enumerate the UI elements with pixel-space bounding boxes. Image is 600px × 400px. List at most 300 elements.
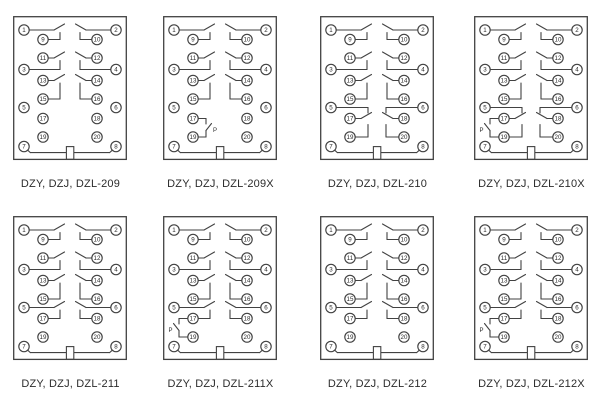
terminal-15 <box>499 294 509 304</box>
terminal-5 <box>480 302 490 312</box>
terminal-18 <box>553 313 563 323</box>
terminal-9 <box>345 234 355 244</box>
svg-text:1: 1 <box>329 27 333 35</box>
svg-text:12: 12 <box>93 55 101 63</box>
svg-text:16: 16 <box>554 96 562 104</box>
module-label: DZY, DZJ, DZL-210X <box>478 178 585 190</box>
svg-text:20: 20 <box>93 134 101 142</box>
terminal-7 <box>169 141 179 151</box>
mounting-tab <box>216 347 223 360</box>
p-contact-label: P <box>168 328 173 334</box>
module-label: DZY, DZJ, DZL-209X <box>167 178 274 190</box>
terminal-17 <box>188 313 198 323</box>
svg-text:14: 14 <box>400 277 408 285</box>
svg-text:17: 17 <box>39 315 47 323</box>
terminal-2 <box>111 225 121 235</box>
terminal-14 <box>92 275 102 285</box>
terminal-16 <box>553 94 563 104</box>
svg-text:6: 6 <box>421 304 425 312</box>
svg-text:8: 8 <box>264 343 268 351</box>
terminal-11 <box>38 53 48 63</box>
wiring-diagram <box>163 216 278 361</box>
svg-text:4: 4 <box>575 66 579 74</box>
svg-text:8: 8 <box>575 343 579 351</box>
terminal-16 <box>92 94 102 104</box>
terminal-18 <box>399 113 409 123</box>
case-outline <box>14 17 127 160</box>
module-label: DZY, DZJ, DZL-210 <box>327 178 428 190</box>
svg-text:9: 9 <box>502 36 506 44</box>
svg-text:10: 10 <box>243 36 251 44</box>
svg-text:13: 13 <box>39 277 47 285</box>
terminals <box>480 25 582 152</box>
terminal-4 <box>572 64 582 74</box>
terminal-17 <box>499 313 509 323</box>
terminals <box>169 225 271 352</box>
svg-text:3: 3 <box>329 66 333 74</box>
svg-text:12: 12 <box>243 55 251 63</box>
terminal-20 <box>92 132 102 142</box>
svg-text:5: 5 <box>483 304 487 312</box>
terminals <box>480 225 582 352</box>
svg-text:19: 19 <box>346 134 354 142</box>
terminal-3 <box>19 264 29 274</box>
terminal-13 <box>38 275 48 285</box>
wiring-diagram <box>474 216 589 361</box>
svg-text:19: 19 <box>39 334 47 342</box>
terminal-7 <box>480 341 490 351</box>
svg-text:5: 5 <box>22 104 26 112</box>
terminal-14 <box>553 275 563 285</box>
terminal-17 <box>345 113 355 123</box>
terminal-13 <box>499 75 509 85</box>
svg-text:14: 14 <box>554 277 562 285</box>
svg-text:8: 8 <box>421 343 425 351</box>
svg-text:3: 3 <box>22 266 26 274</box>
svg-text:9: 9 <box>191 36 195 44</box>
terminal-3 <box>326 64 336 74</box>
terminal-19 <box>499 132 509 142</box>
terminal-1 <box>326 225 336 235</box>
terminal-17 <box>38 113 48 123</box>
terminal-19 <box>38 132 48 142</box>
terminal-11 <box>499 253 509 263</box>
relay-module-dzl-209 <box>13 16 128 190</box>
terminal-9 <box>345 34 355 44</box>
svg-text:12: 12 <box>243 255 251 263</box>
terminal-19 <box>38 332 48 342</box>
wiring-diagram <box>13 216 128 361</box>
svg-text:2: 2 <box>575 27 579 35</box>
svg-text:16: 16 <box>243 296 251 304</box>
terminal-16 <box>242 294 252 304</box>
terminal-11 <box>188 253 198 263</box>
svg-text:7: 7 <box>172 143 176 151</box>
terminal-18 <box>92 313 102 323</box>
svg-text:11: 11 <box>500 55 508 63</box>
terminal-6 <box>572 302 582 312</box>
terminal-10 <box>92 34 102 44</box>
svg-text:3: 3 <box>172 66 176 74</box>
svg-text:3: 3 <box>172 266 176 274</box>
svg-text:7: 7 <box>483 143 487 151</box>
terminal-16 <box>242 94 252 104</box>
svg-text:7: 7 <box>483 343 487 351</box>
svg-text:6: 6 <box>421 104 425 112</box>
svg-text:20: 20 <box>400 334 408 342</box>
terminal-10 <box>399 234 409 244</box>
terminal-3 <box>480 64 490 74</box>
terminal-20 <box>553 332 563 342</box>
relay-module-dzl-211 <box>13 216 128 390</box>
svg-text:18: 18 <box>554 315 562 323</box>
svg-text:5: 5 <box>329 304 333 312</box>
svg-text:3: 3 <box>483 66 487 74</box>
svg-text:11: 11 <box>189 255 197 263</box>
svg-text:15: 15 <box>189 296 197 304</box>
terminal-5 <box>169 102 179 112</box>
terminal-9 <box>188 34 198 44</box>
svg-text:1: 1 <box>483 27 487 35</box>
svg-text:15: 15 <box>500 96 508 104</box>
terminal-19 <box>188 132 198 142</box>
svg-text:17: 17 <box>346 315 354 323</box>
svg-text:8: 8 <box>575 143 579 151</box>
terminals <box>326 25 428 152</box>
svg-text:3: 3 <box>22 66 26 74</box>
svg-text:20: 20 <box>400 134 408 142</box>
svg-text:19: 19 <box>346 334 354 342</box>
case-outline <box>164 217 277 360</box>
terminal-16 <box>399 294 409 304</box>
svg-text:18: 18 <box>400 315 408 323</box>
terminal-15 <box>188 294 198 304</box>
terminal-12 <box>399 53 409 63</box>
svg-text:17: 17 <box>500 315 508 323</box>
p-contact-label: P <box>213 128 218 134</box>
terminal-18 <box>242 313 252 323</box>
svg-text:8: 8 <box>421 143 425 151</box>
svg-text:18: 18 <box>93 315 101 323</box>
svg-text:6: 6 <box>114 304 118 312</box>
module-label: DZY, DZJ, DZL-211 <box>21 378 120 390</box>
terminal-5 <box>19 102 29 112</box>
svg-text:11: 11 <box>39 255 47 263</box>
svg-text:17: 17 <box>189 315 197 323</box>
terminal-1 <box>19 25 29 35</box>
terminal-9 <box>499 34 509 44</box>
svg-text:9: 9 <box>41 236 45 244</box>
terminal-10 <box>242 34 252 44</box>
svg-text:12: 12 <box>554 255 562 263</box>
relay-module-dzl-210x <box>474 16 589 190</box>
svg-text:7: 7 <box>22 343 26 351</box>
svg-text:16: 16 <box>400 96 408 104</box>
svg-text:16: 16 <box>93 296 101 304</box>
svg-text:13: 13 <box>500 77 508 85</box>
terminal-13 <box>345 75 355 85</box>
terminal-2 <box>418 25 428 35</box>
terminal-4 <box>572 264 582 274</box>
svg-text:16: 16 <box>243 96 251 104</box>
case-outline <box>475 17 588 160</box>
svg-text:5: 5 <box>172 304 176 312</box>
svg-text:9: 9 <box>41 36 45 44</box>
terminal-14 <box>553 75 563 85</box>
terminal-9 <box>38 34 48 44</box>
wiring-diagram <box>320 216 435 361</box>
mounting-tab <box>66 147 73 160</box>
svg-text:12: 12 <box>400 255 408 263</box>
terminal-16 <box>399 94 409 104</box>
svg-text:1: 1 <box>172 227 176 235</box>
terminal-18 <box>92 113 102 123</box>
svg-text:15: 15 <box>346 296 354 304</box>
terminal-6 <box>418 102 428 112</box>
terminal-14 <box>399 75 409 85</box>
svg-text:5: 5 <box>329 104 333 112</box>
terminal-13 <box>38 75 48 85</box>
terminal-5 <box>480 102 490 112</box>
relay-module-dzl-212x <box>474 216 589 390</box>
terminal-6 <box>111 302 121 312</box>
svg-text:11: 11 <box>346 55 354 63</box>
svg-text:20: 20 <box>243 134 251 142</box>
svg-text:10: 10 <box>400 36 408 44</box>
terminal-4 <box>111 264 121 274</box>
terminal-7 <box>480 141 490 151</box>
terminal-4 <box>418 64 428 74</box>
terminal-17 <box>188 113 198 123</box>
svg-text:9: 9 <box>502 236 506 244</box>
svg-text:2: 2 <box>421 27 425 35</box>
terminal-19 <box>345 132 355 142</box>
terminals <box>19 225 121 352</box>
terminal-10 <box>92 234 102 244</box>
terminal-7 <box>326 141 336 151</box>
svg-text:2: 2 <box>575 227 579 235</box>
mounting-tab <box>373 347 380 360</box>
terminal-1 <box>326 25 336 35</box>
svg-text:20: 20 <box>93 334 101 342</box>
mounting-tab <box>373 147 380 160</box>
terminal-17 <box>38 313 48 323</box>
svg-text:7: 7 <box>329 343 333 351</box>
svg-text:19: 19 <box>189 334 197 342</box>
svg-text:14: 14 <box>243 277 251 285</box>
svg-text:4: 4 <box>264 266 268 274</box>
svg-text:4: 4 <box>421 66 425 74</box>
svg-text:17: 17 <box>346 115 354 123</box>
svg-text:2: 2 <box>421 227 425 235</box>
svg-text:17: 17 <box>500 115 508 123</box>
terminal-8 <box>418 141 428 151</box>
terminal-10 <box>553 234 563 244</box>
terminal-12 <box>92 253 102 263</box>
terminal-5 <box>326 302 336 312</box>
terminal-7 <box>19 341 29 351</box>
svg-text:4: 4 <box>421 266 425 274</box>
svg-text:11: 11 <box>500 255 508 263</box>
terminal-12 <box>242 253 252 263</box>
svg-text:18: 18 <box>93 115 101 123</box>
relay-module-dzl-210 <box>320 16 435 190</box>
module-label: DZY, DZJ, DZL-209 <box>20 178 121 190</box>
svg-text:7: 7 <box>329 143 333 151</box>
terminal-15 <box>38 94 48 104</box>
svg-text:4: 4 <box>114 266 118 274</box>
terminal-8 <box>261 341 271 351</box>
svg-text:15: 15 <box>346 96 354 104</box>
terminals <box>326 225 428 352</box>
mounting-tab <box>527 147 534 160</box>
svg-text:14: 14 <box>554 77 562 85</box>
terminal-3 <box>480 264 490 274</box>
svg-text:19: 19 <box>189 134 197 142</box>
terminal-12 <box>553 253 563 263</box>
terminal-16 <box>92 294 102 304</box>
terminal-2 <box>261 225 271 235</box>
svg-text:2: 2 <box>114 227 118 235</box>
terminal-19 <box>188 332 198 342</box>
terminal-11 <box>345 253 355 263</box>
terminal-15 <box>345 294 355 304</box>
terminal-6 <box>572 102 582 112</box>
terminal-10 <box>242 234 252 244</box>
svg-text:20: 20 <box>243 334 251 342</box>
terminal-15 <box>345 94 355 104</box>
terminal-1 <box>169 225 179 235</box>
terminal-15 <box>499 94 509 104</box>
svg-text:19: 19 <box>500 334 508 342</box>
svg-text:6: 6 <box>575 304 579 312</box>
relay-module-dzl-212 <box>320 216 435 390</box>
svg-text:2: 2 <box>114 27 118 35</box>
terminal-6 <box>111 102 121 112</box>
svg-text:1: 1 <box>22 27 26 35</box>
svg-text:20: 20 <box>554 134 562 142</box>
wiring-diagram <box>13 16 128 161</box>
svg-text:12: 12 <box>400 55 408 63</box>
svg-text:13: 13 <box>346 77 354 85</box>
terminal-3 <box>19 64 29 74</box>
svg-text:13: 13 <box>189 77 197 85</box>
svg-text:18: 18 <box>243 115 251 123</box>
terminal-5 <box>169 302 179 312</box>
svg-text:7: 7 <box>172 343 176 351</box>
svg-text:9: 9 <box>348 36 352 44</box>
terminal-18 <box>242 113 252 123</box>
svg-text:16: 16 <box>93 96 101 104</box>
terminal-1 <box>480 25 490 35</box>
svg-text:16: 16 <box>554 296 562 304</box>
svg-text:6: 6 <box>114 104 118 112</box>
relay-module-dzl-209x <box>163 16 278 190</box>
terminal-4 <box>111 64 121 74</box>
terminal-9 <box>499 234 509 244</box>
relay-module-dzl-211x <box>163 216 278 390</box>
svg-text:9: 9 <box>348 236 352 244</box>
terminal-11 <box>188 53 198 63</box>
mounting-tab <box>66 347 73 360</box>
terminal-13 <box>188 275 198 285</box>
terminal-7 <box>326 341 336 351</box>
terminal-11 <box>345 53 355 63</box>
svg-text:11: 11 <box>39 55 47 63</box>
case-outline <box>321 17 434 160</box>
mounting-tab <box>527 347 534 360</box>
terminal-14 <box>92 75 102 85</box>
svg-text:1: 1 <box>483 227 487 235</box>
terminal-4 <box>261 264 271 274</box>
svg-text:4: 4 <box>575 266 579 274</box>
svg-text:10: 10 <box>554 36 562 44</box>
svg-text:15: 15 <box>500 296 508 304</box>
terminals <box>169 25 271 152</box>
svg-text:13: 13 <box>346 277 354 285</box>
terminal-8 <box>418 341 428 351</box>
svg-text:17: 17 <box>189 115 197 123</box>
terminal-9 <box>38 234 48 244</box>
terminal-12 <box>553 53 563 63</box>
svg-text:17: 17 <box>39 115 47 123</box>
terminal-19 <box>345 332 355 342</box>
terminal-2 <box>418 225 428 235</box>
terminal-14 <box>399 275 409 285</box>
terminal-20 <box>553 132 563 142</box>
terminal-12 <box>242 53 252 63</box>
svg-text:18: 18 <box>243 315 251 323</box>
svg-text:10: 10 <box>93 36 101 44</box>
terminal-12 <box>399 253 409 263</box>
terminal-16 <box>553 294 563 304</box>
terminal-18 <box>399 313 409 323</box>
terminal-10 <box>553 34 563 44</box>
terminal-19 <box>499 332 509 342</box>
wiring-diagram <box>474 16 589 161</box>
svg-text:14: 14 <box>400 77 408 85</box>
terminal-4 <box>418 264 428 274</box>
svg-text:3: 3 <box>329 266 333 274</box>
svg-text:5: 5 <box>172 104 176 112</box>
terminal-11 <box>499 53 509 63</box>
terminal-8 <box>261 141 271 151</box>
terminal-2 <box>572 25 582 35</box>
terminal-2 <box>261 25 271 35</box>
terminal-8 <box>572 341 582 351</box>
terminal-6 <box>261 302 271 312</box>
svg-text:9: 9 <box>191 236 195 244</box>
svg-text:13: 13 <box>500 277 508 285</box>
svg-text:10: 10 <box>93 236 101 244</box>
terminal-6 <box>418 302 428 312</box>
terminal-18 <box>553 113 563 123</box>
svg-text:13: 13 <box>189 277 197 285</box>
terminal-9 <box>188 234 198 244</box>
terminal-11 <box>38 253 48 263</box>
module-label: DZY, DZJ, DZL-212 <box>327 378 428 390</box>
svg-text:10: 10 <box>243 236 251 244</box>
terminal-20 <box>399 132 409 142</box>
svg-text:4: 4 <box>114 66 118 74</box>
terminal-7 <box>19 141 29 151</box>
terminal-17 <box>499 113 509 123</box>
svg-text:11: 11 <box>346 255 354 263</box>
svg-text:12: 12 <box>93 255 101 263</box>
terminal-5 <box>326 102 336 112</box>
svg-text:2: 2 <box>264 27 268 35</box>
mounting-tab <box>216 147 223 160</box>
